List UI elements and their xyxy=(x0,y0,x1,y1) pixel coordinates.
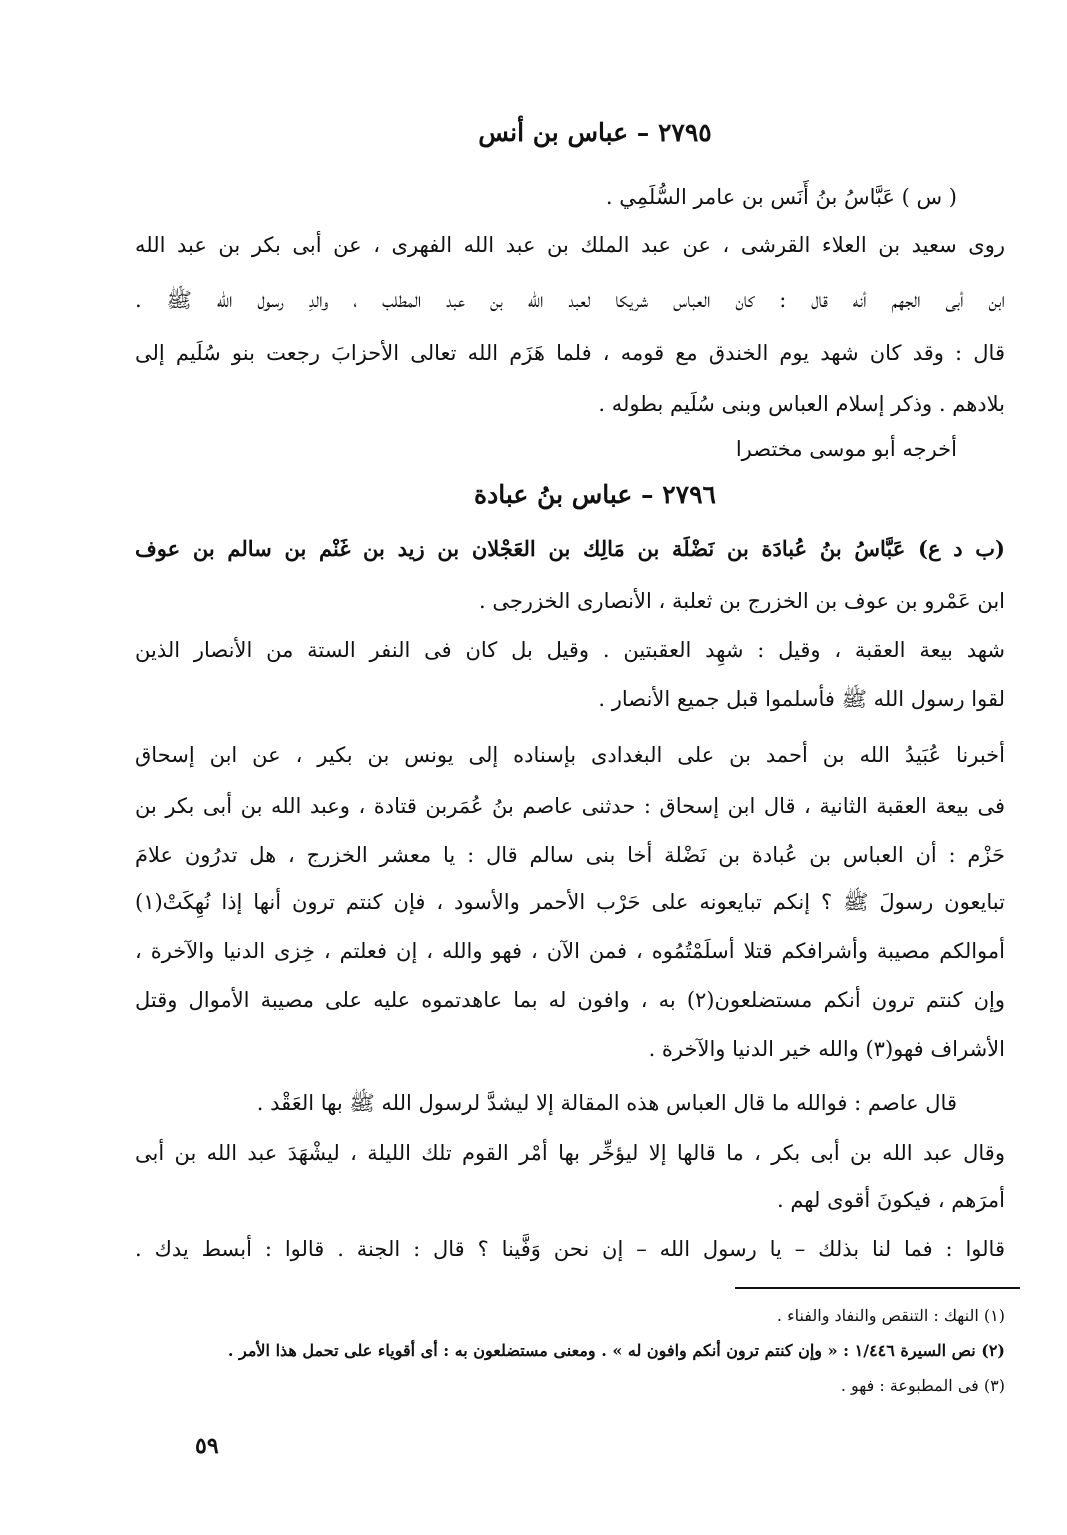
text-line: الأشراف فهو(٣) والله خير الدنيا والآخرة . xyxy=(648,1037,1005,1061)
text-line: قال عاصم : فوالله ما قال العباس هذه المقالة إلا ليشدَّ لرسول الله ﷺ بها العَقْد . xyxy=(256,1091,957,1115)
text-line: وإن كنتم ترون أنكم مستضلعون(٢) به ، وافون له بما عاهدتموه عليه على مصيبة الأموال وقتل xyxy=(135,988,1005,1012)
text-line: (ب د ع) عَبَّاسُ بنُ عُبادَة بن نَضْلَة بن مَالِك بن العَجْلان بن زيد بن غَنْم بن سالم بن عوف xyxy=(135,536,1005,561)
text-line: فى بيعة العقبة الثانية ، قال ابن إسحاق : حدثنى عاصم بنُ عُمَربن قتادة ، وعبد الله بن أبى بكر بن xyxy=(135,794,1005,818)
text-line: أخرجه أبو موسى مختصرا xyxy=(735,437,957,461)
text-line: حَزْم : أن العباس بن عُبادة بن نَضْلة أخا بنى سالم قال : يا معشر الخزرج ، هل تدرُون علامَ xyxy=(135,843,1005,867)
footnote: (٢) نص السيرة ١/٤٤٦ : « وإن كنتم ترون أنكم وافون له » . ومعنى مستضلعون به : أى أقوياء على تحمل هذا الأمر . xyxy=(227,1341,1005,1360)
footnote-divider xyxy=(735,1287,1020,1289)
page-number: ٥٩ xyxy=(195,1433,219,1459)
text-line: أمرَهم ، فيكونَ أقوى لهم . xyxy=(776,1188,1005,1212)
text-line: بلادهم . وذكر إسلام العباس وبنى سُلَيم بطوله . xyxy=(598,392,1005,416)
text-line: أموالكم مصيبة وأشرافكم قتلا أسلَمْتُمُوه ، فمن الآن ، فهو والله ، إن فعلتم ، خِزى الدنيا والآخرة ، xyxy=(135,939,1005,963)
text-line: شهد بيعة العقبة ، وقيل : شهِد العقبتين . وقيل بل كان فى النفر الستة من الأنصار الذين xyxy=(135,638,1005,662)
entry-heading-2795: ٢٧٩٥ – عباس بن أنس xyxy=(478,118,712,147)
text-line: وقال عبد الله بن أبى بكر ، ما قالها إلا ليؤخِّر بها أمْر القوم تلك الليلة ، ليشْهَدَ عبد الله بن أبى xyxy=(135,1141,1005,1165)
text-line: ابن عَمْرو بن عوف بن الخزرج بن ثعلبة ، الأنصارى الخزرجى . xyxy=(478,589,1005,613)
text-line: ( س ) عَبَّاسُ بنُ أَنَس بن عامر السُّلَمِي . xyxy=(605,185,957,209)
text-line: قال : وقد كان شهد يوم الخندق مع قومه ، فلما هَزَم الله تعالى الأحزابَ رجعت بنو سُلَيم إلى xyxy=(135,341,1005,365)
text-line: تبايعون رسولَ ﷺ ؟ إنكم تبايعونه على حَرْب الأحمر والأسود ، فإن كنتم ترون أنها إذا نُهِكَتْ(١) xyxy=(135,890,1005,914)
text-line: أخبرنا عُبَيدُ الله بن أحمد بن على البغدادى بإسناده إلى يونس بن بكير ، عن ابن إسحاق xyxy=(135,743,1005,767)
footnote: (٣) فى المطبوعة : فهو . xyxy=(840,1376,1005,1395)
text-line: روى سعيد بن العلاء القرشى ، عن عبد الملك بن عبد الله الفهرى ، عن أبى بكر بن عبد الله xyxy=(135,233,1005,257)
entry-heading-2796: ٢٧٩٦ – عباس بنُ عبادة xyxy=(474,480,716,509)
text-line: لقوا رسول الله ﷺ فأسلموا قبل جميع الأنصار . xyxy=(598,687,1005,711)
text-line: قالوا : فما لنا بذلك – يا رسول الله – إن نحن وَفَّينا ؟ قال : الجنة . قالوا : أبسط يدك . xyxy=(135,1237,1005,1261)
footnote: (١) النهك : التنقص والنفاد والفناء . xyxy=(776,1306,1005,1325)
text-line: ابن أبى الجهم أنه قال : كان العباس شريكا لعبد الله بن عبد المطلب ، والدِ رسول الله ﷺ . xyxy=(135,288,1005,312)
